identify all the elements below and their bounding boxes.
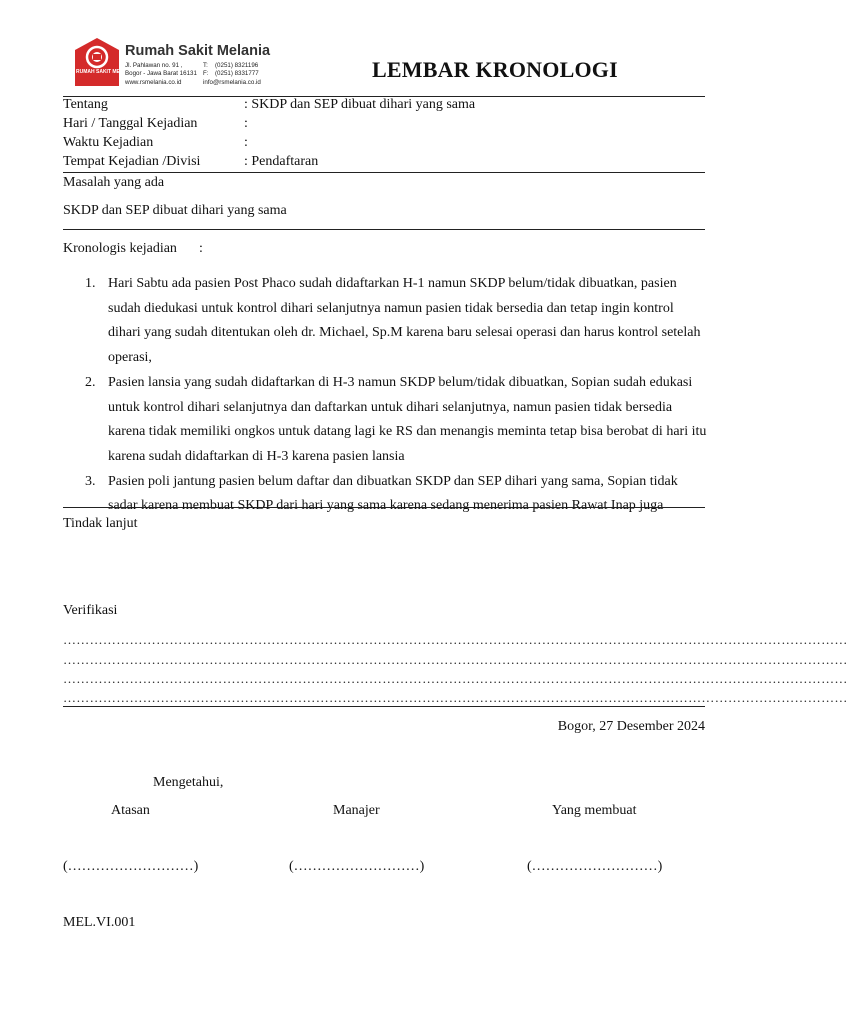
address-line-2: Bogor - Jawa Barat 16131 (125, 70, 197, 77)
masalah-divider (63, 229, 705, 230)
list-item (63, 272, 708, 371)
kronologi-list (63, 272, 708, 519)
masalah-label: Masalah yang ada (63, 175, 165, 190)
waktu-value: : (244, 135, 248, 150)
tanggal-value: : (244, 116, 248, 131)
phone-label: T: (203, 62, 208, 69)
kronologi-label: Kronologis kejadian (63, 241, 177, 256)
logo-caption: RUMAH SAKIT MELANIA (76, 69, 136, 75)
tempat-value: : Pendaftaran (244, 154, 319, 169)
document-title: LEMBAR KRONOLOGI (372, 57, 618, 82)
fax-label: F: (203, 70, 209, 77)
list-item (63, 470, 708, 519)
phone-number: (0251) 8321196 (215, 62, 259, 69)
list-item-text: Hari Sabtu ada pasien Post Phaco sudah didaftarkan H-1 namun SKDP belum/tidak dibuatkan, pasien sudah diedukasi untuk kontrol dihari selanjutnya namun pasien tidak bersedia dan tetap ingin kontrol dihari yang sudah ditentukan oleh dr. Michael, Sp.M karena baru selesai operasi dan harus kontrol setelah operasi, (108, 276, 701, 366)
manajer-label: Manajer (333, 803, 380, 818)
tanggal-label: Hari / Tanggal Kejadian (63, 116, 198, 131)
list-item-text: Pasien lansia yang sudah didaftarkan di H-3 namun SKDP belum/tidak dibuatkan, Sopian sudah edukasi untuk kontrol dihari selanjutnya dan daftarkan untuk dihari selanjutnya, namun pasien tidak bersedia karena tidak memiliki ongkos untuk datang lagi ke RS dan menangis meminta tetap bisa berobat di hari itu karena sudah didaftarkan di H-3 karena pasien lansia (108, 374, 707, 464)
kronologi-colon: : (199, 241, 203, 256)
document-code: MEL.VI.001 (63, 915, 136, 930)
tempat-label: Tempat Kejadian /Divisi (63, 154, 201, 169)
email: info@rsmelania.co.id (203, 79, 261, 86)
list-item (63, 371, 708, 470)
mengetahui-label: Mengetahui, (153, 775, 224, 790)
kronologi-divider (63, 507, 705, 508)
logo-emblem-icon (73, 37, 136, 87)
tentang-value: : SKDP dan SEP dibuat dihari yang sama (244, 97, 476, 112)
hospital-logo (73, 37, 136, 87)
list-item-number: 2. (85, 374, 96, 390)
fax-number: (0251) 8331777 (215, 70, 259, 77)
place-date: Bogor, 27 Desember 2024 (557, 719, 705, 734)
waktu-label: Waktu Kejadian (63, 135, 154, 150)
signature-pembuat: (………………………) (527, 859, 663, 874)
signature-atasan: (………………………) (63, 859, 199, 874)
hospital-name: Rumah Sakit Melania (125, 43, 271, 59)
info-divider (63, 172, 705, 173)
website: www.rsmelania.co.id (125, 79, 182, 86)
address-line-1: Jl. Pahlawan no. 91 , (125, 62, 183, 69)
tindak-lanjut-label: Tindak lanjut (63, 516, 138, 531)
list-item-text: Pasien poli jantung pasien belum daftar dan dibuatkan SKDP dan SEP dihari yang sama, Sopian tidak sadar karena membuat SKDP dari hari yang sama karena sedang menerima pasien Rawat Inap juga (108, 473, 678, 514)
verifikasi-divider (63, 706, 705, 707)
verifikasi-label: Verifikasi (63, 603, 118, 618)
list-item-number: 1. (85, 276, 96, 291)
atasan-label: Atasan (111, 803, 150, 818)
signature-manajer: (………………………) (289, 859, 425, 874)
verifikasi-line-3: …………………………………………………………………………………………………………………………………………………………… (63, 671, 848, 686)
tentang-label: Tentang (63, 97, 108, 112)
yang-membuat-label: Yang membuat (552, 803, 637, 818)
verifikasi-line-1: …………………………………………………………………………………………………………………………………………………………… (63, 632, 848, 647)
masalah-text: SKDP dan SEP dibuat dihari yang sama (63, 203, 287, 218)
verifikasi-line-4: …………………………………………………………………………………………………………………………………………………………… (63, 690, 848, 705)
verifikasi-line-2: …………………………………………………………………………………………………………………………………………………………… (63, 652, 848, 667)
list-item-number: 3. (85, 473, 96, 489)
